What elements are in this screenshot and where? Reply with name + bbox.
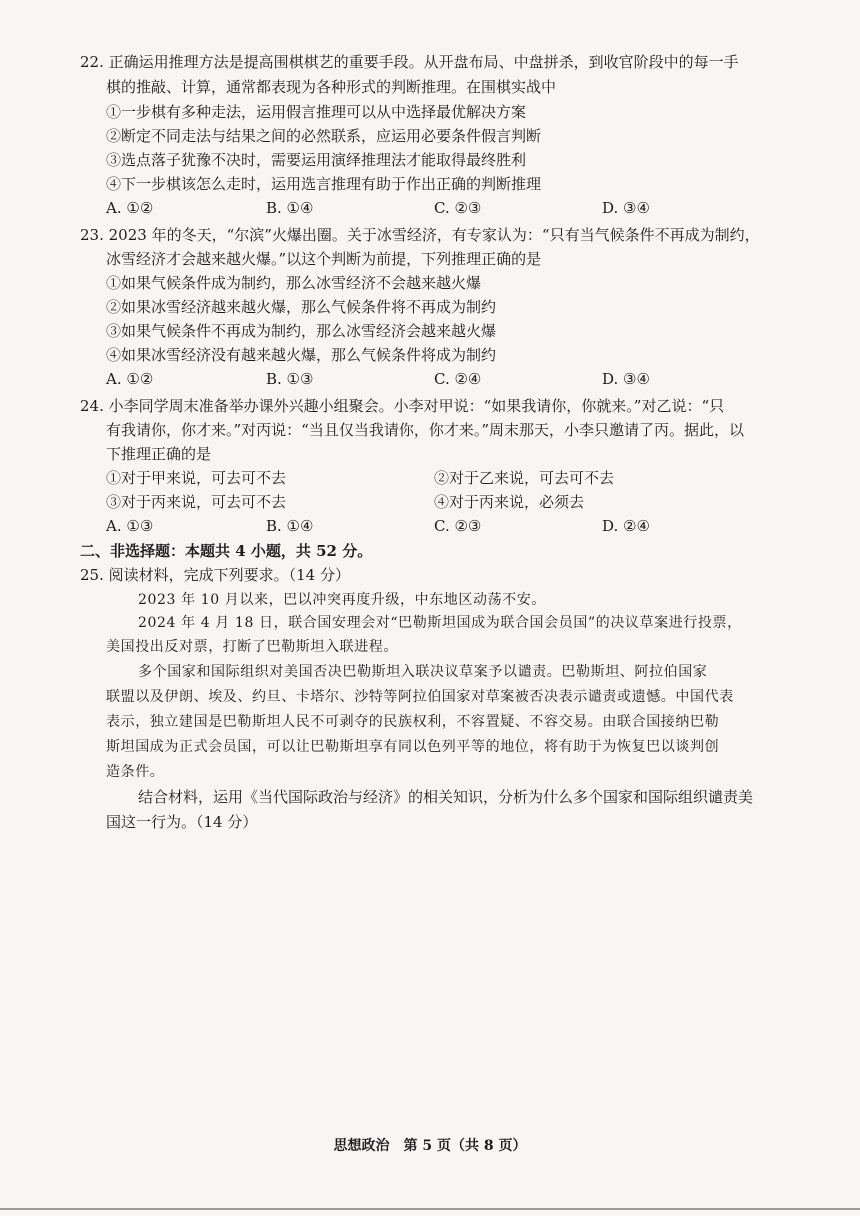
q22-statement-4: ④下一步棋该怎么走时，运用选言推理有助于作出正确的判断推理	[106, 175, 542, 193]
q22-options	[106, 198, 806, 218]
q22-option-c[interactable]: C. ②③	[434, 199, 482, 217]
q24-statements-row-2	[106, 492, 806, 512]
q23-option-c[interactable]: C. ②④	[434, 370, 482, 388]
q24-option-d[interactable]: D. ②④	[602, 517, 650, 535]
q23-statement-2: ②如果冰雪经济越来越火爆，那么气候条件将不再成为制约	[106, 298, 497, 316]
q25-material-line-7: 斯坦国成为正式会员国，可以让巴勒斯坦享有同以色列平等的地位，将有助于为恢复巴以谈判创	[106, 739, 720, 755]
q23-options	[106, 369, 806, 389]
q24-statement-2: ②对于乙来说，可去可不去	[434, 469, 615, 487]
q25-requirement-line-1: 结合材料，运用《当代国际政治与经济》的相关知识，分析为什么多个国家和国际组织谴责美	[138, 788, 754, 806]
q22-option-a[interactable]: A. ①②	[106, 199, 154, 217]
q23-statement-3: ③如果气候条件不再成为制约，那么冰雪经济会越来越火爆	[106, 322, 497, 340]
q22-statement-3: ③选点落子犹豫不决时，需要运用演绎推理法才能取得最终胜利	[106, 151, 527, 169]
q25-material-line-5: 联盟以及伊朗、埃及、约旦、卡塔尔、沙特等阿拉伯国家对草案被否决表示谴责或遗憾。中国代表	[106, 689, 734, 705]
page-footer: 思想政治 第 5 页（共 8 页）	[333, 1138, 527, 1154]
q23-stem-line-2: 冰雪经济才会越来越火爆。”以这个判断为前提，下列推理正确的是	[106, 250, 542, 268]
q25-material-line-2: 2024 年 4 月 18 日，联合国安理会对“巴勒斯坦国成为联合国会员国”的决议草案进行投票，	[138, 615, 742, 631]
q24-stem-line-1: 24. 小李同学周末准备举办课外兴趣小组聚会。小李对甲说：“如果我请你，你就来。”对乙说：“只	[80, 397, 725, 415]
q23-statement-1: ①如果气候条件成为制约，那么冰雪经济不会越来越火爆	[106, 274, 482, 292]
q23-option-d[interactable]: D. ③④	[602, 370, 650, 388]
q24-statements-row-1	[106, 468, 806, 488]
q24-statement-4: ④对于丙来说，必须去	[434, 493, 585, 511]
q25-material-line-6: 表示，独立建国是巴勒斯坦人民不可剥夺的民族权利，不容置疑、不容交易。由联合国接纳巴勒	[106, 714, 720, 730]
q23-stem-line-1: 23. 2023 年的冬天，“尔滨”火爆出圈。关于冰雪经济，有专家认为：“只有当气候条件不再成为制约，	[80, 226, 760, 244]
q23-option-a[interactable]: A. ①②	[106, 370, 154, 388]
q22-option-b[interactable]: B. ①④	[266, 199, 314, 217]
q24-options	[106, 516, 806, 536]
q25-title: 25. 阅读材料，完成下列要求。（14 分）	[80, 566, 350, 584]
q25-material-line-1: 2023 年 10 月以来，巴以冲突再度升级，中东地区动荡不安。	[138, 592, 546, 608]
q24-option-a[interactable]: A. ①③	[106, 517, 154, 535]
q22-statement-1: ①一步棋有多种走法，运用假言推理可以从中选择最优解决方案	[106, 103, 527, 121]
q24-stem-line-3: 下推理正确的是	[106, 445, 212, 463]
q25-material-line-8: 造条件。	[106, 764, 165, 780]
section-2-heading: 二、非选择题：本题共 4 小题，共 52 分。	[80, 542, 373, 560]
q25-requirement-line-2: 国这一行为。（14 分）	[106, 813, 258, 831]
q24-option-b[interactable]: B. ①④	[266, 517, 314, 535]
q24-statement-3: ③对于丙来说，可去可不去	[106, 493, 287, 511]
q23-statement-4: ④如果冰雪经济没有越来越火爆，那么气候条件将成为制约	[106, 346, 497, 364]
q25-material-line-4: 多个国家和国际组织对美国否决巴勒斯坦入联决议草案予以谴责。巴勒斯坦、阿拉伯国家	[138, 664, 708, 680]
q24-option-c[interactable]: C. ②③	[434, 517, 482, 535]
q22-stem-line-1: 22. 正确运用推理方法是提高围棋棋艺的重要手段。从开盘布局、中盘拼杀，到收官阶段中的每一手	[80, 53, 739, 71]
q22-stem-line-2: 棋的推敲、计算，通常都表现为各种形式的判断推理。在围棋实战中	[106, 78, 557, 96]
bottom-edge-divider	[0, 1208, 860, 1210]
q25-material-line-3: 美国投出反对票，打断了巴勒斯坦入联进程。	[106, 639, 398, 655]
q24-stem-line-2: 有我请你，你才来。”对丙说：“当且仅当我请你，你才来。”周末那天，小李只邀请了丙。据此，以	[106, 421, 745, 439]
q23-option-b[interactable]: B. ①③	[266, 370, 314, 388]
q24-statement-1: ①对于甲来说，可去可不去	[106, 469, 287, 487]
q22-option-d[interactable]: D. ③④	[602, 199, 650, 217]
q22-statement-2: ②断定不同走法与结果之间的必然联系，应运用必要条件假言判断	[106, 127, 542, 145]
